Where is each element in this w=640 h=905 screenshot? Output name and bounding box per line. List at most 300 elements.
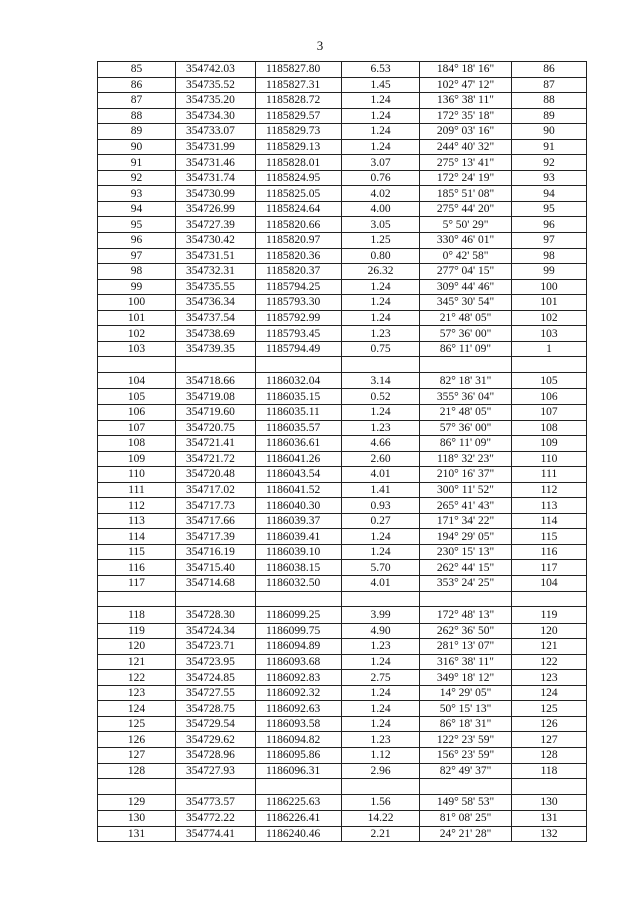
direction-angle-cell: 209° 03' 16" <box>420 124 512 140</box>
y-coordinate-cell: 1185829.73 <box>256 124 342 140</box>
direction-angle-cell: 57° 36' 00" <box>420 326 512 342</box>
x-coordinate-cell: 354774.41 <box>176 826 256 842</box>
next-point-number-cell: 87 <box>512 77 587 93</box>
table-row <box>98 170 587 186</box>
direction-angle-cell: 194° 29' 05" <box>420 529 512 545</box>
segment-length-cell: 4.01 <box>342 467 420 483</box>
point-number-cell: 113 <box>98 513 176 529</box>
block-separator-row <box>98 779 587 795</box>
point-number-cell: 87 <box>98 93 176 109</box>
next-point-number-cell: 118 <box>512 763 587 779</box>
direction-angle-cell: 172° 48' 13" <box>420 607 512 624</box>
segment-length-cell: 0.27 <box>342 513 420 529</box>
y-coordinate-cell: 1185824.64 <box>256 201 342 217</box>
y-coordinate-cell: 1186041.52 <box>256 482 342 498</box>
next-point-number-cell: 95 <box>512 201 587 217</box>
y-coordinate-cell: 1186035.57 <box>256 420 342 436</box>
point-number-cell: 100 <box>98 295 176 311</box>
point-number-cell: 94 <box>98 201 176 217</box>
block-separator-row <box>98 357 587 373</box>
point-number-cell: 117 <box>98 576 176 592</box>
point-number-cell: 85 <box>98 62 176 78</box>
direction-angle-cell: 86° 11' 09" <box>420 341 512 357</box>
y-coordinate-cell: 1185820.36 <box>256 248 342 264</box>
y-coordinate-cell: 1186036.61 <box>256 436 342 452</box>
table-row <box>98 341 587 357</box>
y-coordinate-cell: 1185820.37 <box>256 264 342 280</box>
x-coordinate-cell: 354714.68 <box>176 576 256 592</box>
point-number-cell: 108 <box>98 436 176 452</box>
next-point-number-cell: 121 <box>512 639 587 655</box>
table-row <box>98 607 587 624</box>
table-row <box>98 420 587 436</box>
table-row <box>98 124 587 140</box>
segment-length-cell: 1.24 <box>342 716 420 732</box>
direction-angle-cell: 118° 32' 23" <box>420 451 512 467</box>
table-row <box>98 763 587 779</box>
x-coordinate-cell: 354721.41 <box>176 436 256 452</box>
y-coordinate-cell: 1186035.15 <box>256 389 342 405</box>
segment-length-cell: 1.23 <box>342 639 420 655</box>
point-number-cell: 115 <box>98 544 176 560</box>
direction-angle-cell: 86° 18' 31" <box>420 716 512 732</box>
page-number: 3 <box>316 38 324 53</box>
segment-length-cell: 1.24 <box>342 93 420 109</box>
direction-angle-cell: 172° 35' 18" <box>420 108 512 124</box>
x-coordinate-cell: 354723.95 <box>176 654 256 670</box>
y-coordinate-cell: 1185829.13 <box>256 139 342 155</box>
point-number-cell: 107 <box>98 420 176 436</box>
x-coordinate-cell: 354742.03 <box>176 62 256 78</box>
table-row <box>98 108 587 124</box>
table-row <box>98 389 587 405</box>
table-row <box>98 93 587 109</box>
x-coordinate-cell: 354723.71 <box>176 639 256 655</box>
x-coordinate-cell: 354731.46 <box>176 155 256 171</box>
empty-cell <box>420 779 512 795</box>
direction-angle-cell: 0° 42' 58" <box>420 248 512 264</box>
x-coordinate-cell: 354733.07 <box>176 124 256 140</box>
x-coordinate-cell: 354720.48 <box>176 467 256 483</box>
x-coordinate-cell: 354724.34 <box>176 623 256 639</box>
y-coordinate-cell: 1186038.15 <box>256 560 342 576</box>
direction-angle-cell: 349° 18' 12" <box>420 670 512 686</box>
next-point-number-cell: 103 <box>512 326 587 342</box>
point-number-cell: 105 <box>98 389 176 405</box>
segment-length-cell: 0.76 <box>342 170 420 186</box>
y-coordinate-cell: 1186240.46 <box>256 826 342 842</box>
direction-angle-cell: 244° 40' 32" <box>420 139 512 155</box>
segment-length-cell: 4.01 <box>342 576 420 592</box>
segment-length-cell: 5.70 <box>342 560 420 576</box>
x-coordinate-cell: 354739.35 <box>176 341 256 357</box>
point-number-cell: 93 <box>98 186 176 202</box>
next-point-number-cell: 109 <box>512 436 587 452</box>
empty-cell <box>342 357 420 373</box>
next-point-number-cell: 89 <box>512 108 587 124</box>
y-coordinate-cell: 1186094.89 <box>256 639 342 655</box>
direction-angle-cell: 262° 44' 15" <box>420 560 512 576</box>
x-coordinate-cell: 354735.20 <box>176 93 256 109</box>
y-coordinate-cell: 1186096.31 <box>256 763 342 779</box>
empty-cell <box>98 357 176 373</box>
x-coordinate-cell: 354718.66 <box>176 372 256 389</box>
table-row <box>98 623 587 639</box>
direction-angle-cell: 230° 15' 13" <box>420 544 512 560</box>
table-row <box>98 201 587 217</box>
empty-cell <box>98 591 176 607</box>
segment-length-cell: 1.24 <box>342 404 420 420</box>
segment-length-cell: 0.75 <box>342 341 420 357</box>
direction-angle-cell: 172° 24' 19" <box>420 170 512 186</box>
point-number-cell: 88 <box>98 108 176 124</box>
x-coordinate-cell: 354730.99 <box>176 186 256 202</box>
next-point-number-cell: 128 <box>512 747 587 763</box>
direction-angle-cell: 86° 11' 09" <box>420 436 512 452</box>
x-coordinate-cell: 354715.40 <box>176 560 256 576</box>
point-number-cell: 102 <box>98 326 176 342</box>
point-number-cell: 92 <box>98 170 176 186</box>
segment-length-cell: 1.24 <box>342 654 420 670</box>
next-point-number-cell: 100 <box>512 279 587 295</box>
direction-angle-cell: 330° 46' 01" <box>420 233 512 249</box>
x-coordinate-cell: 354724.85 <box>176 670 256 686</box>
direction-angle-cell: 300° 11' 52" <box>420 482 512 498</box>
y-coordinate-cell: 1186093.58 <box>256 716 342 732</box>
segment-length-cell: 4.00 <box>342 201 420 217</box>
next-point-number-cell: 124 <box>512 685 587 701</box>
table-row <box>98 560 587 576</box>
next-point-number-cell: 120 <box>512 623 587 639</box>
segment-length-cell: 4.90 <box>342 623 420 639</box>
next-point-number-cell: 108 <box>512 420 587 436</box>
y-coordinate-cell: 1186225.63 <box>256 794 342 811</box>
segment-length-cell: 1.24 <box>342 295 420 311</box>
x-coordinate-cell: 354737.54 <box>176 310 256 326</box>
empty-cell <box>256 779 342 795</box>
next-point-number-cell: 106 <box>512 389 587 405</box>
next-point-number-cell: 105 <box>512 372 587 389</box>
segment-length-cell: 1.23 <box>342 732 420 748</box>
block-separator-row <box>98 591 587 607</box>
segment-length-cell: 3.07 <box>342 155 420 171</box>
direction-angle-cell: 309° 44' 46" <box>420 279 512 295</box>
direction-angle-cell: 355° 36' 04" <box>420 389 512 405</box>
table-row <box>98 436 587 452</box>
x-coordinate-cell: 354716.19 <box>176 544 256 560</box>
table-row <box>98 811 587 827</box>
direction-angle-cell: 171° 34' 22" <box>420 513 512 529</box>
y-coordinate-cell: 1185828.01 <box>256 155 342 171</box>
segment-length-cell: 1.24 <box>342 139 420 155</box>
table-row <box>98 513 587 529</box>
direction-angle-cell: 5° 50' 29" <box>420 217 512 233</box>
y-coordinate-cell: 1186039.10 <box>256 544 342 560</box>
y-coordinate-cell: 1185794.25 <box>256 279 342 295</box>
x-coordinate-cell: 354772.22 <box>176 811 256 827</box>
table-row <box>98 670 587 686</box>
next-point-number-cell: 126 <box>512 716 587 732</box>
next-point-number-cell: 93 <box>512 170 587 186</box>
segment-length-cell: 2.60 <box>342 451 420 467</box>
direction-angle-cell: 345° 30' 54" <box>420 295 512 311</box>
direction-angle-cell: 102° 47' 12" <box>420 77 512 93</box>
y-coordinate-cell: 1186099.25 <box>256 607 342 624</box>
segment-length-cell: 1.24 <box>342 124 420 140</box>
point-number-cell: 126 <box>98 732 176 748</box>
direction-angle-cell: 275° 13' 41" <box>420 155 512 171</box>
next-point-number-cell: 110 <box>512 451 587 467</box>
x-coordinate-cell: 354731.51 <box>176 248 256 264</box>
empty-cell <box>176 779 256 795</box>
next-point-number-cell: 92 <box>512 155 587 171</box>
segment-length-cell: 1.45 <box>342 77 420 93</box>
segment-length-cell: 3.99 <box>342 607 420 624</box>
segment-length-cell: 3.05 <box>342 217 420 233</box>
point-number-cell: 116 <box>98 560 176 576</box>
direction-angle-cell: 185° 51' 08" <box>420 186 512 202</box>
x-coordinate-cell: 354728.75 <box>176 701 256 717</box>
point-number-cell: 129 <box>98 794 176 811</box>
x-coordinate-cell: 354727.55 <box>176 685 256 701</box>
direction-angle-cell: 136° 38' 11" <box>420 93 512 109</box>
table-row <box>98 451 587 467</box>
next-point-number-cell: 111 <box>512 467 587 483</box>
empty-cell <box>512 591 587 607</box>
empty-cell <box>256 591 342 607</box>
segment-length-cell: 1.24 <box>342 529 420 545</box>
point-number-cell: 96 <box>98 233 176 249</box>
table-row <box>98 217 587 233</box>
y-coordinate-cell: 1186040.30 <box>256 498 342 514</box>
y-coordinate-cell: 1186095.86 <box>256 747 342 763</box>
direction-angle-cell: 281° 13' 07" <box>420 639 512 655</box>
point-number-cell: 123 <box>98 685 176 701</box>
x-coordinate-cell: 354732.31 <box>176 264 256 280</box>
segment-length-cell: 1.25 <box>342 233 420 249</box>
table-row <box>98 62 587 78</box>
y-coordinate-cell: 1186041.26 <box>256 451 342 467</box>
table-row <box>98 279 587 295</box>
empty-cell <box>176 357 256 373</box>
x-coordinate-cell: 354728.96 <box>176 747 256 763</box>
table-row <box>98 716 587 732</box>
direction-angle-cell: 353° 24' 25" <box>420 576 512 592</box>
table-row <box>98 404 587 420</box>
segment-length-cell: 1.24 <box>342 279 420 295</box>
point-number-cell: 95 <box>98 217 176 233</box>
table-row <box>98 701 587 717</box>
point-number-cell: 127 <box>98 747 176 763</box>
table-row <box>98 576 587 592</box>
next-point-number-cell: 119 <box>512 607 587 624</box>
direction-angle-cell: 50° 15' 13" <box>420 701 512 717</box>
segment-length-cell: 1.56 <box>342 794 420 811</box>
coordinates-table-body <box>98 62 587 842</box>
direction-angle-cell: 21° 48' 05" <box>420 310 512 326</box>
segment-length-cell: 1.12 <box>342 747 420 763</box>
segment-length-cell: 2.21 <box>342 826 420 842</box>
direction-angle-cell: 277° 04' 15" <box>420 264 512 280</box>
table-row <box>98 654 587 670</box>
segment-length-cell: 0.93 <box>342 498 420 514</box>
direction-angle-cell: 149° 58' 53" <box>420 794 512 811</box>
point-number-cell: 114 <box>98 529 176 545</box>
point-number-cell: 122 <box>98 670 176 686</box>
point-number-cell: 131 <box>98 826 176 842</box>
table-row <box>98 326 587 342</box>
table-row <box>98 139 587 155</box>
x-coordinate-cell: 354734.30 <box>176 108 256 124</box>
point-number-cell: 124 <box>98 701 176 717</box>
point-number-cell: 121 <box>98 654 176 670</box>
table-row <box>98 77 587 93</box>
direction-angle-cell: 184° 18' 16" <box>420 62 512 78</box>
point-number-cell: 106 <box>98 404 176 420</box>
point-number-cell: 103 <box>98 341 176 357</box>
empty-cell <box>512 779 587 795</box>
next-point-number-cell: 122 <box>512 654 587 670</box>
segment-length-cell: 1.24 <box>342 701 420 717</box>
point-number-cell: 118 <box>98 607 176 624</box>
empty-cell <box>176 591 256 607</box>
next-point-number-cell: 113 <box>512 498 587 514</box>
y-coordinate-cell: 1185827.80 <box>256 62 342 78</box>
y-coordinate-cell: 1186039.41 <box>256 529 342 545</box>
segment-length-cell: 14.22 <box>342 811 420 827</box>
direction-angle-cell: 24° 21' 28" <box>420 826 512 842</box>
direction-angle-cell: 122° 23' 59" <box>420 732 512 748</box>
table-row <box>98 295 587 311</box>
x-coordinate-cell: 354720.75 <box>176 420 256 436</box>
x-coordinate-cell: 354717.39 <box>176 529 256 545</box>
y-coordinate-cell: 1185827.31 <box>256 77 342 93</box>
next-point-number-cell: 91 <box>512 139 587 155</box>
segment-length-cell: 1.41 <box>342 482 420 498</box>
next-point-number-cell: 116 <box>512 544 587 560</box>
y-coordinate-cell: 1185820.66 <box>256 217 342 233</box>
coordinates-table <box>97 61 587 842</box>
table-row <box>98 639 587 655</box>
x-coordinate-cell: 354717.66 <box>176 513 256 529</box>
y-coordinate-cell: 1186035.11 <box>256 404 342 420</box>
empty-cell <box>256 357 342 373</box>
point-number-cell: 89 <box>98 124 176 140</box>
point-number-cell: 101 <box>98 310 176 326</box>
segment-length-cell: 4.66 <box>342 436 420 452</box>
y-coordinate-cell: 1185792.99 <box>256 310 342 326</box>
y-coordinate-cell: 1186093.68 <box>256 654 342 670</box>
next-point-number-cell: 104 <box>512 576 587 592</box>
segment-length-cell: 2.96 <box>342 763 420 779</box>
empty-cell <box>342 779 420 795</box>
point-number-cell: 110 <box>98 467 176 483</box>
segment-length-cell: 1.24 <box>342 310 420 326</box>
x-coordinate-cell: 354729.62 <box>176 732 256 748</box>
point-number-cell: 97 <box>98 248 176 264</box>
x-coordinate-cell: 354735.55 <box>176 279 256 295</box>
x-coordinate-cell: 354717.73 <box>176 498 256 514</box>
next-point-number-cell: 99 <box>512 264 587 280</box>
y-coordinate-cell: 1186099.75 <box>256 623 342 639</box>
segment-length-cell: 3.14 <box>342 372 420 389</box>
point-number-cell: 90 <box>98 139 176 155</box>
table-row <box>98 826 587 842</box>
table-row <box>98 482 587 498</box>
table-row <box>98 248 587 264</box>
x-coordinate-cell: 354735.52 <box>176 77 256 93</box>
table-row <box>98 685 587 701</box>
y-coordinate-cell: 1186092.63 <box>256 701 342 717</box>
point-number-cell: 86 <box>98 77 176 93</box>
point-number-cell: 91 <box>98 155 176 171</box>
x-coordinate-cell: 354731.99 <box>176 139 256 155</box>
next-point-number-cell: 86 <box>512 62 587 78</box>
y-coordinate-cell: 1186092.32 <box>256 685 342 701</box>
y-coordinate-cell: 1186032.50 <box>256 576 342 592</box>
table-row <box>98 186 587 202</box>
x-coordinate-cell: 354728.30 <box>176 607 256 624</box>
next-point-number-cell: 1 <box>512 341 587 357</box>
table-row <box>98 467 587 483</box>
segment-length-cell: 1.23 <box>342 420 420 436</box>
x-coordinate-cell: 354738.69 <box>176 326 256 342</box>
x-coordinate-cell: 354773.57 <box>176 794 256 811</box>
point-number-cell: 125 <box>98 716 176 732</box>
empty-cell <box>512 357 587 373</box>
next-point-number-cell: 114 <box>512 513 587 529</box>
x-coordinate-cell: 354736.34 <box>176 295 256 311</box>
direction-angle-cell: 57° 36' 00" <box>420 420 512 436</box>
segment-length-cell: 0.80 <box>342 248 420 264</box>
point-number-cell: 120 <box>98 639 176 655</box>
direction-angle-cell: 275° 44' 20" <box>420 201 512 217</box>
table-row <box>98 155 587 171</box>
x-coordinate-cell: 354719.08 <box>176 389 256 405</box>
next-point-number-cell: 112 <box>512 482 587 498</box>
next-point-number-cell: 132 <box>512 826 587 842</box>
point-number-cell: 130 <box>98 811 176 827</box>
segment-length-cell: 26.32 <box>342 264 420 280</box>
next-point-number-cell: 117 <box>512 560 587 576</box>
x-coordinate-cell: 354726.99 <box>176 201 256 217</box>
table-row <box>98 372 587 389</box>
x-coordinate-cell: 354730.42 <box>176 233 256 249</box>
x-coordinate-cell: 354727.93 <box>176 763 256 779</box>
direction-angle-cell: 82° 18' 31" <box>420 372 512 389</box>
table-row <box>98 794 587 811</box>
point-number-cell: 119 <box>98 623 176 639</box>
segment-length-cell: 4.02 <box>342 186 420 202</box>
empty-cell <box>98 779 176 795</box>
next-point-number-cell: 88 <box>512 93 587 109</box>
point-number-cell: 99 <box>98 279 176 295</box>
direction-angle-cell: 265° 41' 43" <box>420 498 512 514</box>
y-coordinate-cell: 1186226.41 <box>256 811 342 827</box>
y-coordinate-cell: 1186094.82 <box>256 732 342 748</box>
x-coordinate-cell: 354717.02 <box>176 482 256 498</box>
point-number-cell: 104 <box>98 372 176 389</box>
y-coordinate-cell: 1186039.37 <box>256 513 342 529</box>
next-point-number-cell: 94 <box>512 186 587 202</box>
next-point-number-cell: 102 <box>512 310 587 326</box>
point-number-cell: 112 <box>98 498 176 514</box>
y-coordinate-cell: 1185794.49 <box>256 341 342 357</box>
next-point-number-cell: 131 <box>512 811 587 827</box>
segment-length-cell: 1.24 <box>342 544 420 560</box>
y-coordinate-cell: 1186043.54 <box>256 467 342 483</box>
direction-angle-cell: 210° 16' 37" <box>420 467 512 483</box>
